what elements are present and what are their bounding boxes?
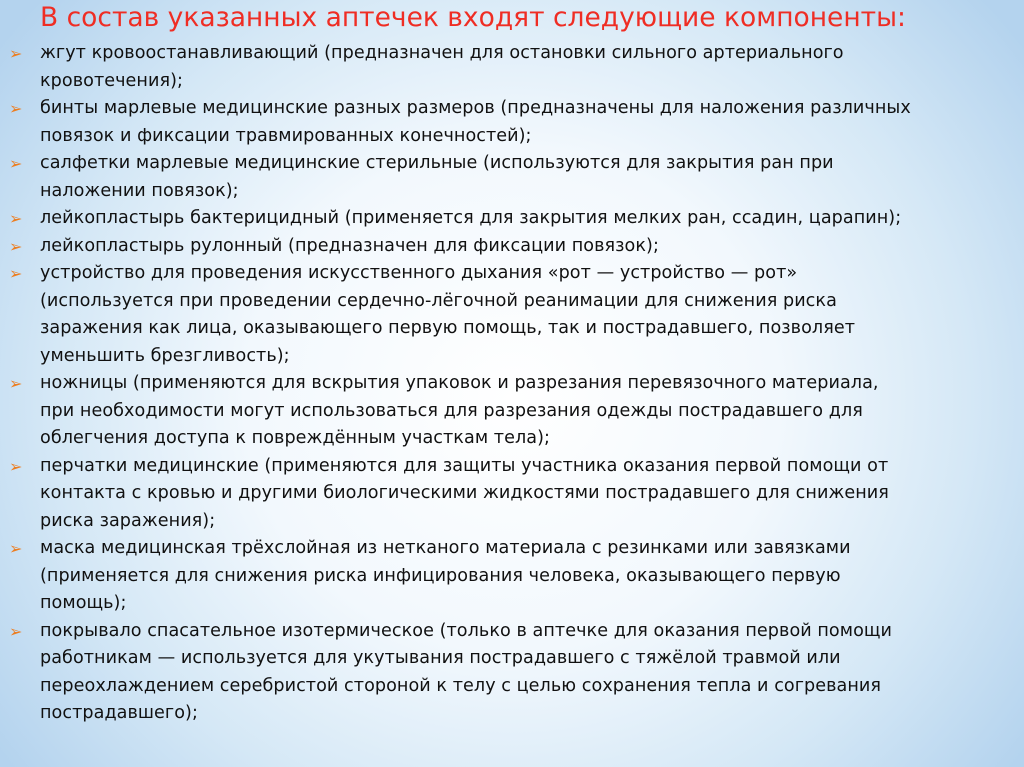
slide-title: В состав указанных аптечек входят следующие компоненты: [40, 2, 906, 33]
list-item-text: жгут кровоостанавливающий (предназначен для остановки сильного артериального кровотечения); [40, 43, 844, 91]
arrowhead-bullet-icon: ➢ [9, 264, 23, 283]
list-item [0, 233, 1024, 261]
list-item-text: бинты марлевые медицинские разных размеров (предназначены для наложения различных повязок и фиксации травмированных конечностей); [40, 98, 911, 146]
list-item [0, 535, 1024, 618]
arrowhead-bullet-icon: ➢ [9, 154, 23, 173]
list-item [0, 40, 1024, 95]
list-item-text: лейкопластырь рулонный (предназначен для фиксации повязок); [40, 235, 659, 256]
list-item-text: маска медицинская трёхслойная из нетканого материала с резинками или завязками (применяется для снижения риска инфицирования человека, оказывающего первую помощь); [40, 538, 851, 613]
list-item [0, 95, 1024, 150]
list-item [0, 205, 1024, 233]
bullet-list [0, 40, 1024, 728]
arrowhead-bullet-icon: ➢ [9, 539, 23, 558]
list-item-text: ножницы (применяются для вскрытия упаковок и разрезания перевязочного материала, при необходимости могут использоваться для разрезания одежды пострадавшего для облегчения доступа к повреждённым участкам тела); [40, 373, 879, 448]
arrowhead-bullet-icon: ➢ [9, 374, 23, 393]
list-item-text: лейкопластырь бактерицидный (применяется для закрытия мелких ран, ссадин, царапин); [40, 208, 902, 228]
list-item-text: покрывало спасательное изотермическое (только в аптечке для оказания первой помощи работникам — используется для укутывания пострадавшего с тяжёлой травмой или переохлаждением серебристой стороной к телу с целью сохранения тепла и согревания пострадавшего); [40, 620, 892, 723]
list-item [0, 150, 1024, 205]
arrowhead-bullet-icon: ➢ [9, 621, 23, 641]
list-item-text: перчатки медицинские (применяются для защиты участника оказания первой помощи от контакта с кровью и другими биологическими жидкостями пострадавшего для снижения риска заражения); [40, 455, 889, 531]
list-item-text: устройство для проведения искусственного дыхания «рот — устройство — рот» (используется при проведении сердечно-лёгочной реанимации для снижения риска заражения как лица, оказывающего первую помощь, так и пострадавшего, позволяет уменьшить брезгливость); [40, 263, 856, 366]
arrowhead-bullet-icon: ➢ [9, 236, 23, 256]
arrowhead-bullet-icon: ➢ [9, 99, 23, 118]
arrowhead-bullet-icon: ➢ [9, 209, 23, 228]
arrowhead-bullet-icon: ➢ [9, 44, 23, 63]
list-item [0, 618, 1024, 728]
arrowhead-bullet-icon: ➢ [9, 456, 23, 476]
list-item [0, 370, 1024, 453]
list-item [0, 260, 1024, 370]
list-item-text: салфетки марлевые медицинские стерильные (используются для закрытия ран при наложении повязок); [40, 153, 834, 201]
list-item [0, 453, 1024, 536]
